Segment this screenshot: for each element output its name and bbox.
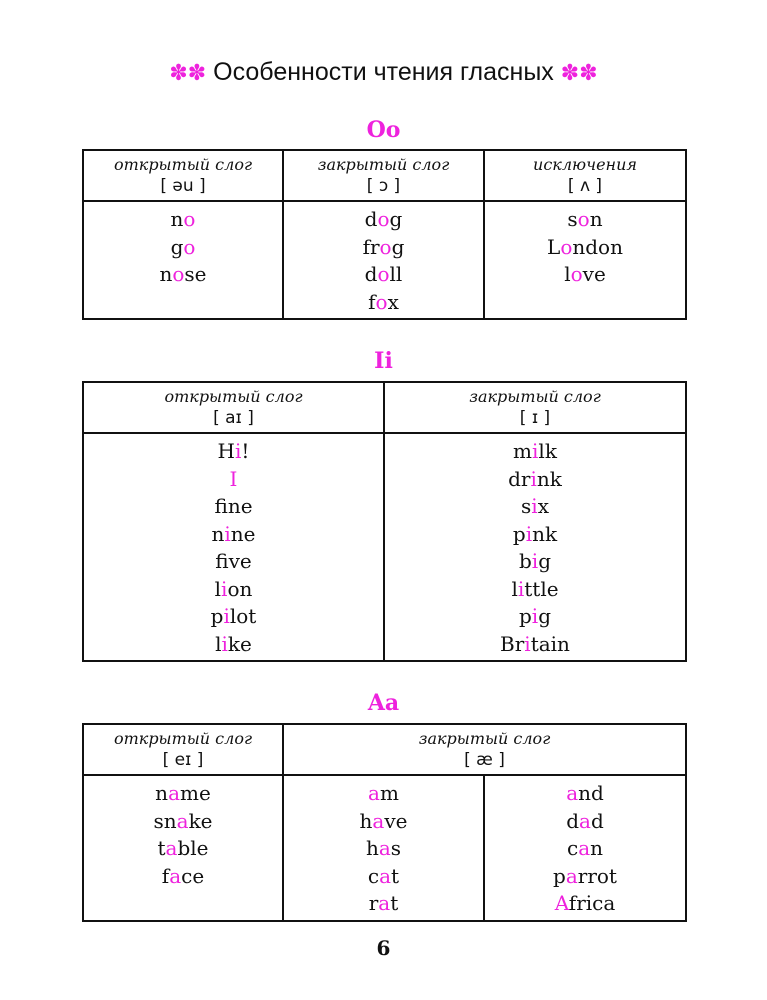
word-item <box>284 863 483 891</box>
highlighted-vowel: i <box>531 549 539 573</box>
word-item <box>485 890 685 918</box>
word-part: h <box>359 808 373 833</box>
header-label: закрытый слог <box>418 728 551 748</box>
word-item <box>284 835 483 863</box>
word-part: x <box>387 289 399 314</box>
word-part: p <box>512 521 526 546</box>
highlighted-vowel: o <box>577 207 590 231</box>
highlighted-vowel: o <box>375 289 388 314</box>
word-item <box>84 493 383 521</box>
header-exceptions <box>484 150 686 201</box>
word-item <box>84 576 383 604</box>
word-item <box>485 780 685 808</box>
word-part: ll <box>389 262 403 286</box>
header-open-syllable <box>83 382 384 433</box>
word-item <box>284 780 483 808</box>
word-part: Br <box>500 631 525 656</box>
word-part: s <box>521 494 532 518</box>
word-part: n <box>170 207 184 231</box>
word-part: ke <box>188 808 213 833</box>
highlighted-vowel: i <box>524 631 531 656</box>
word-part: x <box>537 494 549 518</box>
header-ipa: [ aɪ ] <box>213 407 254 428</box>
word-part: frica <box>568 891 616 915</box>
highlighted-vowel: a <box>169 863 182 888</box>
word-item <box>385 466 685 494</box>
highlighted-vowel: a <box>168 781 180 805</box>
word-part: ve <box>582 262 606 286</box>
header-label: исключения <box>533 154 637 174</box>
highlighted-vowel: i <box>221 576 228 601</box>
word-item <box>84 261 282 289</box>
word-part: p <box>518 604 532 628</box>
header-label: открытый слог <box>113 154 253 174</box>
word-item <box>84 521 383 549</box>
highlighted-vowel: a <box>378 891 391 915</box>
word-item <box>385 521 685 549</box>
word-part: g <box>391 234 405 259</box>
highlighted-vowel: o <box>183 207 196 231</box>
word-part: se <box>184 262 207 286</box>
word-item <box>84 234 282 262</box>
word-part: ndon <box>572 234 623 259</box>
word-item <box>385 631 685 659</box>
header-ipa: [ ɪ ] <box>519 407 551 428</box>
page-number: 6 <box>376 936 391 960</box>
table-letter-i <box>82 381 687 662</box>
word-part: n <box>155 781 169 805</box>
highlighted-vowel: a <box>579 808 591 833</box>
word-item <box>284 261 483 289</box>
word-item <box>84 835 282 863</box>
word-item <box>485 234 685 262</box>
highlighted-vowel: i <box>531 604 539 628</box>
word-part: t <box>391 863 400 888</box>
highlighted-vowel: a <box>372 808 385 833</box>
word-part: lk <box>538 439 557 463</box>
highlighted-vowel: i <box>235 439 242 463</box>
word-part: g <box>170 234 184 259</box>
word-column <box>384 433 686 661</box>
word-part: t <box>390 891 399 915</box>
table-header-row <box>83 150 686 201</box>
word-part: on <box>227 576 253 601</box>
word-item <box>84 466 383 494</box>
word-item <box>284 289 483 317</box>
word-part: s <box>567 207 578 231</box>
table-header-row <box>83 382 686 433</box>
title-text: Особенности чтения гласных <box>213 58 554 86</box>
word-part: n <box>589 207 603 231</box>
word-column <box>484 201 686 319</box>
highlighted-vowel: i <box>517 576 525 601</box>
word-item <box>485 261 685 289</box>
word-part: d <box>590 808 604 833</box>
word-part: sn <box>153 808 177 833</box>
word-part: ! <box>241 439 250 463</box>
word-item <box>284 890 483 918</box>
header-ipa: [ æ ] <box>464 749 505 770</box>
word-item <box>284 234 483 262</box>
word-part: c <box>367 863 380 888</box>
section-letter-a: Aa <box>367 690 400 716</box>
word-part: rrot <box>577 863 617 888</box>
word-part: ble <box>177 836 209 860</box>
word-column <box>283 201 484 319</box>
word-part: m <box>379 781 399 805</box>
word-part: l <box>215 631 222 656</box>
word-item <box>485 835 685 863</box>
table-body-row <box>83 433 686 661</box>
header-label: открытый слог <box>113 728 253 748</box>
word-part: p <box>210 604 224 628</box>
word-part: f <box>214 494 228 518</box>
word-part: tain <box>530 631 570 656</box>
word-item <box>385 576 685 604</box>
word-part: ne <box>230 521 256 546</box>
word-part: s <box>390 836 402 860</box>
highlighted-vowel: a <box>379 863 392 888</box>
word-part: H <box>217 439 235 463</box>
section-letter-i: Ii <box>374 348 393 374</box>
table-body-row <box>83 201 686 319</box>
word-item <box>485 863 685 891</box>
word-part: l <box>214 576 222 601</box>
word-part: h <box>365 836 379 860</box>
header-label: открытый слог <box>164 386 303 406</box>
highlighted-vowel: a <box>578 836 591 860</box>
section-letter-o: Oo <box>366 117 401 143</box>
word-part: nd <box>578 781 604 805</box>
highlighted-vowel: a <box>378 836 391 860</box>
word-item <box>284 808 483 836</box>
table-letter-a <box>82 723 687 922</box>
word-part: d <box>364 207 378 231</box>
word-item <box>84 603 383 631</box>
word-part: ttle <box>524 576 559 601</box>
word-column <box>83 433 384 661</box>
word-part: L <box>547 234 561 259</box>
word-part: ne <box>227 494 253 518</box>
word-item <box>84 206 282 234</box>
word-part: l <box>564 262 571 286</box>
title-stars-right: ✽✽ <box>560 61 598 86</box>
word-column <box>484 775 686 921</box>
header-ipa: [ əu ] <box>160 175 206 196</box>
header-ipa: [ ɔ ] <box>366 175 401 196</box>
header-open-syllable <box>83 724 283 775</box>
word-part: ke <box>227 631 252 656</box>
word-part: dr <box>508 466 531 491</box>
word-part: b <box>518 549 532 573</box>
header-closed-syllable <box>283 724 686 775</box>
word-part: c <box>566 836 579 860</box>
word-part: f <box>368 289 376 314</box>
table-header-row <box>83 724 686 775</box>
word-item <box>485 206 685 234</box>
highlighted-vowel: a <box>165 836 178 860</box>
word-part: ve <box>228 549 252 573</box>
word-part: n <box>590 836 604 860</box>
word-item <box>84 780 282 808</box>
word-item <box>84 548 383 576</box>
highlighted-vowel: a <box>176 808 189 833</box>
header-closed-syllable <box>384 382 686 433</box>
highlighted-vowel: i <box>525 521 533 546</box>
word-part: n <box>211 521 225 546</box>
word-item <box>485 808 685 836</box>
page-title <box>0 58 767 87</box>
word-part: g <box>538 549 552 573</box>
word-part: lot <box>229 604 257 628</box>
word-item <box>84 631 383 659</box>
table-letter-o <box>82 149 687 320</box>
word-part: f <box>161 863 170 888</box>
word-part: l <box>511 576 518 601</box>
header-ipa: [ eɪ ] <box>162 749 204 770</box>
highlighted-vowel: i <box>530 466 537 491</box>
highlighted-vowel: o <box>570 262 583 286</box>
table-body-row <box>83 775 686 921</box>
word-part: n <box>159 262 173 286</box>
word-item <box>84 438 383 466</box>
word-item <box>385 548 685 576</box>
header-label: закрытый слог <box>317 154 450 174</box>
word-column <box>283 775 484 921</box>
highlighted-vowel: a <box>368 781 380 805</box>
word-part: nk <box>536 466 562 491</box>
word-part: g <box>389 207 403 231</box>
highlighted-vowel: o <box>172 262 185 286</box>
title-stars-left: ✽✽ <box>169 61 207 86</box>
word-item <box>84 863 282 891</box>
word-item <box>84 808 282 836</box>
highlighted-vowel: i <box>221 631 228 656</box>
word-part: t <box>157 836 166 860</box>
highlighted-vowel: a <box>565 863 578 888</box>
word-item <box>284 206 483 234</box>
word-part: r <box>368 891 379 915</box>
word-part: g <box>538 604 552 628</box>
highlighted-vowel: i <box>223 604 230 628</box>
word-part: me <box>180 781 211 805</box>
highlighted-vowel: I <box>229 466 238 491</box>
word-part: d <box>566 808 580 833</box>
word-column <box>83 201 283 319</box>
word-column <box>83 775 283 921</box>
header-closed-syllable <box>283 150 484 201</box>
word-part: m <box>513 439 533 463</box>
highlighted-vowel: i <box>532 439 539 463</box>
word-part: f <box>215 549 229 573</box>
highlighted-vowel: o <box>377 262 390 286</box>
word-part: p <box>553 863 566 888</box>
highlighted-vowel: o <box>560 234 573 259</box>
highlighted-vowel: i <box>224 521 231 546</box>
word-part: ce <box>181 863 205 888</box>
header-open-syllable <box>83 150 283 201</box>
header-label: закрытый слог <box>469 386 601 406</box>
header-ipa: [ ʌ ] <box>567 175 603 196</box>
word-part: ve <box>384 808 408 833</box>
highlighted-vowel: i <box>531 494 538 518</box>
word-item <box>385 603 685 631</box>
word-part: fr <box>362 234 380 259</box>
word-part: nk <box>532 521 558 546</box>
word-item <box>385 438 685 466</box>
word-item <box>385 493 685 521</box>
highlighted-vowel: o <box>379 234 392 259</box>
word-part: d <box>364 262 378 286</box>
highlighted-vowel: o <box>377 207 390 231</box>
highlighted-vowel: o <box>183 234 196 259</box>
highlighted-vowel: a <box>566 781 579 805</box>
highlighted-vowel: A <box>554 891 569 915</box>
